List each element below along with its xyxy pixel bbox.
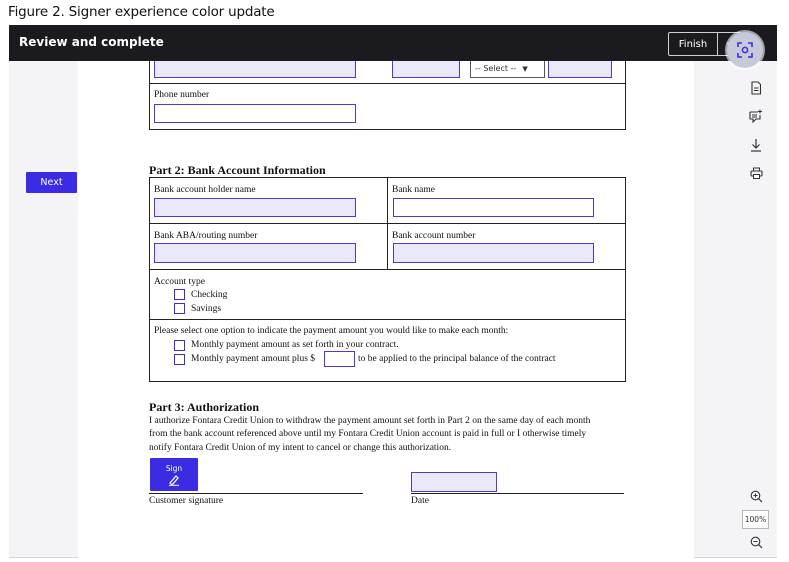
phone-label: Phone number bbox=[154, 90, 210, 100]
figure-caption: Figure 2. Signer experience color update bbox=[8, 4, 275, 20]
zoom-out-icon[interactable] bbox=[749, 535, 763, 549]
row-divider bbox=[149, 223, 626, 224]
zoom-level[interactable]: 100% bbox=[742, 510, 769, 529]
document-icon[interactable] bbox=[749, 81, 763, 95]
extra-amount-field[interactable] bbox=[324, 351, 355, 367]
date-line bbox=[411, 493, 624, 494]
routing-label: Bank ABA/routing number bbox=[154, 231, 258, 241]
left-panel bbox=[9, 61, 78, 558]
account-type-label: Account type bbox=[154, 277, 205, 287]
savings-checkbox[interactable] bbox=[174, 303, 185, 314]
scan-focus-icon bbox=[735, 40, 755, 60]
date-label: Date bbox=[411, 496, 429, 506]
payment-instruction: Please select one option to indicate the payment amount you would like to make each month: bbox=[154, 326, 509, 336]
top-bar bbox=[9, 25, 777, 61]
zoom-in-icon[interactable] bbox=[749, 489, 763, 503]
focus-scan-button[interactable] bbox=[727, 32, 763, 68]
state-select[interactable] bbox=[470, 61, 545, 78]
right-toolbar bbox=[694, 61, 777, 558]
sign-button[interactable] bbox=[150, 458, 198, 491]
authorization-text bbox=[149, 415, 669, 455]
authorization-line: notify Fontara Credit Union of my intent to cancel or change this authorization. bbox=[149, 442, 452, 453]
page-title: Review and complete bbox=[19, 35, 164, 49]
phone-field[interactable] bbox=[154, 104, 356, 123]
authorization-line: I authorize Fontara Credit Union to withdraw the payment amount set forth in Part 2 on the same day of each month bbox=[149, 416, 591, 426]
holder-label: Bank account holder name bbox=[154, 185, 256, 195]
address-field[interactable] bbox=[154, 61, 356, 78]
account-number-label: Bank account number bbox=[392, 231, 476, 241]
print-icon[interactable] bbox=[749, 166, 763, 180]
state-select-value: -- Select -- bbox=[475, 64, 517, 73]
signature-line bbox=[149, 493, 363, 494]
date-field[interactable] bbox=[411, 472, 497, 492]
pen-icon bbox=[167, 474, 181, 486]
customer-signature-label: Customer signature bbox=[149, 496, 224, 506]
next-button[interactable]: Next bbox=[26, 172, 77, 193]
download-icon[interactable] bbox=[749, 138, 763, 152]
plus-option-suffix: to be applied to the principal balance of the contract bbox=[358, 354, 556, 364]
section-divider bbox=[149, 83, 626, 84]
monthly-option-checkbox[interactable] bbox=[174, 340, 185, 351]
checking-checkbox[interactable] bbox=[174, 289, 185, 300]
finish-button[interactable]: Finish bbox=[669, 33, 718, 55]
sign-button-label: Sign bbox=[165, 463, 183, 473]
row-divider bbox=[149, 269, 626, 270]
monthly-option-label: Monthly payment amount as set forth in your contract. bbox=[191, 340, 399, 350]
city-field[interactable] bbox=[392, 61, 460, 78]
holder-name-field[interactable] bbox=[154, 198, 356, 217]
account-number-field[interactable] bbox=[393, 243, 594, 263]
bank-name-field[interactable] bbox=[393, 198, 594, 217]
zip-field[interactable] bbox=[548, 61, 612, 78]
authorization-line: from the bank account referenced above until my Fontara Credit Union account is paid in full or I otherwise timely bbox=[149, 429, 587, 440]
chevron-down-icon: ▼ bbox=[522, 64, 528, 73]
plus-option-checkbox[interactable] bbox=[174, 354, 185, 365]
savings-label: Savings bbox=[191, 304, 222, 314]
add-comment-icon[interactable] bbox=[749, 109, 763, 123]
routing-number-field[interactable] bbox=[154, 243, 356, 263]
checking-label: Checking bbox=[191, 290, 228, 300]
plus-option-prefix: Monthly payment amount plus $ bbox=[191, 354, 316, 364]
part2-heading: Part 2: Bank Account Information bbox=[149, 163, 326, 177]
row-divider bbox=[149, 319, 626, 320]
bank-name-label: Bank name bbox=[392, 185, 436, 195]
part3-heading: Part 3: Authorization bbox=[149, 400, 259, 414]
